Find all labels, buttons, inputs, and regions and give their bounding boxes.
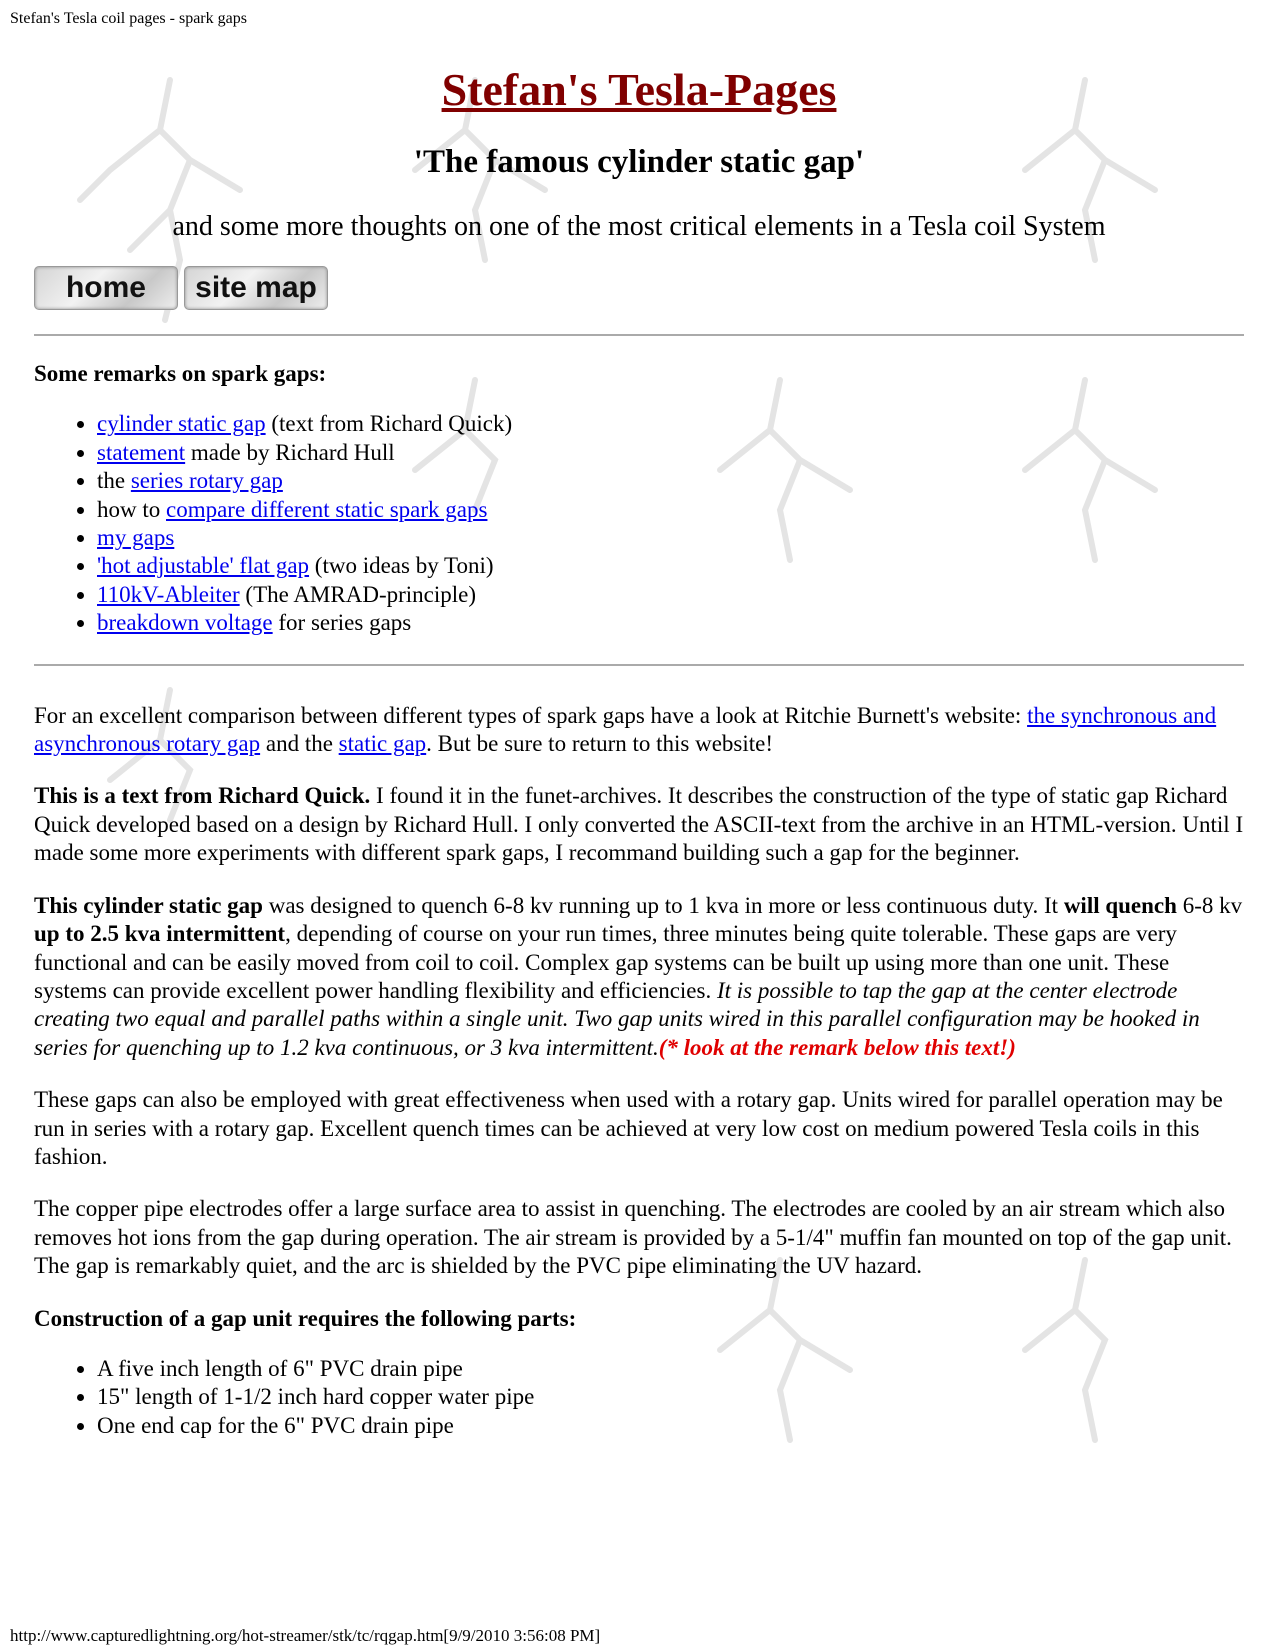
text: . But be sure to return to this website! [426, 731, 774, 757]
text: This is a text from Richard Quick. [34, 783, 371, 809]
remark-link[interactable]: my gaps [97, 525, 175, 551]
text: I found it in the funet-archives. It describes the construction of the type of static gap Richard Quick developed based on a design by Richard Hull. I only converted the ASCII-text from the archive in an HTML-version. Until I made some more experiments with different spark gaps, I recommand building such a gap for the beginner. [34, 783, 1244, 866]
divider [34, 334, 1244, 336]
home-button[interactable]: home [34, 266, 178, 310]
text: made by Richard Hull [185, 439, 395, 465]
remark-item [97, 467, 1244, 495]
remarks-list [34, 410, 1244, 637]
remark-item [97, 552, 1244, 580]
text: 6-8 kv [1176, 892, 1243, 918]
text: the [97, 468, 131, 494]
site-title [34, 60, 1244, 120]
remark-item [97, 410, 1244, 438]
text: (two ideas by Toni) [309, 553, 494, 579]
electrodes-paragraph: The copper pipe electrodes offer a large surface area to assist in quenching. The electrodes are cooled by an air stream which also removes hot ions from the gap during operation. The air stream is provided by a 5-1/4" muffin fan mounted on top of the gap unit. The gap is remarkably quiet, and the arc is shielded by the PVC pipe eliminating the UV hazard. [34, 1196, 1232, 1279]
text: was designed to quench 6-8 kv running up to 1 kva in more or less continuous duty. It [262, 892, 1064, 918]
text: will quench [1063, 892, 1177, 918]
comparison-paragraph [34, 702, 1244, 759]
static-gap-link[interactable]: static gap [338, 731, 427, 757]
remark-item [97, 524, 1244, 552]
text: how to [97, 496, 166, 522]
text: and the [260, 731, 339, 757]
remark-link[interactable]: 'hot adjustable' flat gap [97, 553, 310, 579]
text: for series gaps [272, 610, 412, 636]
site-map-button[interactable]: site map [184, 266, 328, 310]
part-item: • One end cap for the 6" PVC drain pipe [97, 1412, 1244, 1440]
divider [34, 664, 1244, 666]
remark-link[interactable]: 110kV-Ableiter [97, 581, 240, 607]
part-item: • 15" length of 1-1/2 inch hard copper water pipe [97, 1383, 1244, 1411]
footer-url: http://www.capturedlightning.org/hot-streamer/stk/tc/rqgap.htm[9/9/2010 3:56:08 PM] [10, 1626, 601, 1645]
parts-list [34, 1355, 1244, 1440]
remark-item [97, 609, 1244, 637]
rotary-gap-link[interactable]: the synchronous and asynchronous rotary gap [34, 702, 1217, 757]
remark-link[interactable]: cylinder static gap [97, 411, 266, 437]
browser-title: Stefan's Tesla coil pages - spark gaps [10, 10, 247, 27]
remarks-heading: Some remarks on spark gaps: [34, 361, 327, 386]
text: (The AMRAD-principle) [239, 581, 477, 607]
text: , depending of course on your run times, three minutes being quite tolerable. These gaps are very functional and can be easily moved from coil to coil. Complex gap systems can be built up using more than one unit. These systems can provide excellent power handling flexibility and efficiencies. [34, 921, 1177, 1003]
intro-paragraph [34, 782, 1244, 867]
remark-item [97, 439, 1244, 467]
text: It is possible to tap the gap at the center electrode creating two equal and parallel paths within a single unit. Two gap units wired in this parallel configuration may be hooked in series for quenching up to 1.2 kva continuous, or 3 kva intermittent. [34, 977, 1200, 1060]
description-paragraph [34, 892, 1244, 1062]
remark-note: (* look at the remark below this text!) [658, 1034, 1016, 1060]
text: This cylinder static gap [34, 892, 263, 918]
remark-link[interactable]: statement [97, 439, 186, 465]
tagline: and some more thoughts on one of the most critical elements in a Tesla coil System [172, 211, 1106, 242]
part-item: • A five inch length of 6" PVC drain pipe [97, 1355, 1244, 1383]
remark-link[interactable]: breakdown voltage [97, 610, 273, 636]
site-title-link[interactable]: Stefan's Tesla-Pages [441, 64, 837, 115]
parts-heading: Construction of a gap unit requires the following parts: [34, 1305, 577, 1331]
remark-link[interactable]: compare different static spark gaps [166, 496, 488, 522]
page-content [34, 60, 1244, 1440]
text: (text from Richard Quick) [265, 411, 513, 437]
text: For an excellent comparison between different types of spark gaps have a look at Ritchie Burnett's website: [34, 702, 1028, 728]
nav-buttons [34, 266, 1244, 310]
text: up to 2.5 kva intermittent [34, 921, 286, 947]
remark-item [97, 496, 1244, 524]
remark-link[interactable]: series rotary gap [130, 468, 283, 494]
remark-item [97, 581, 1244, 609]
rotary-paragraph: These gaps can also be employed with great effectiveness when used with a rotary gap. Units wired for parallel operation may be run in series with a rotary gap. Excellent quench times can be achieved at very low cost on medium powered Tesla coils in this fashion. [34, 1087, 1223, 1169]
page-subtitle: 'The famous cylinder static gap' [413, 144, 865, 180]
